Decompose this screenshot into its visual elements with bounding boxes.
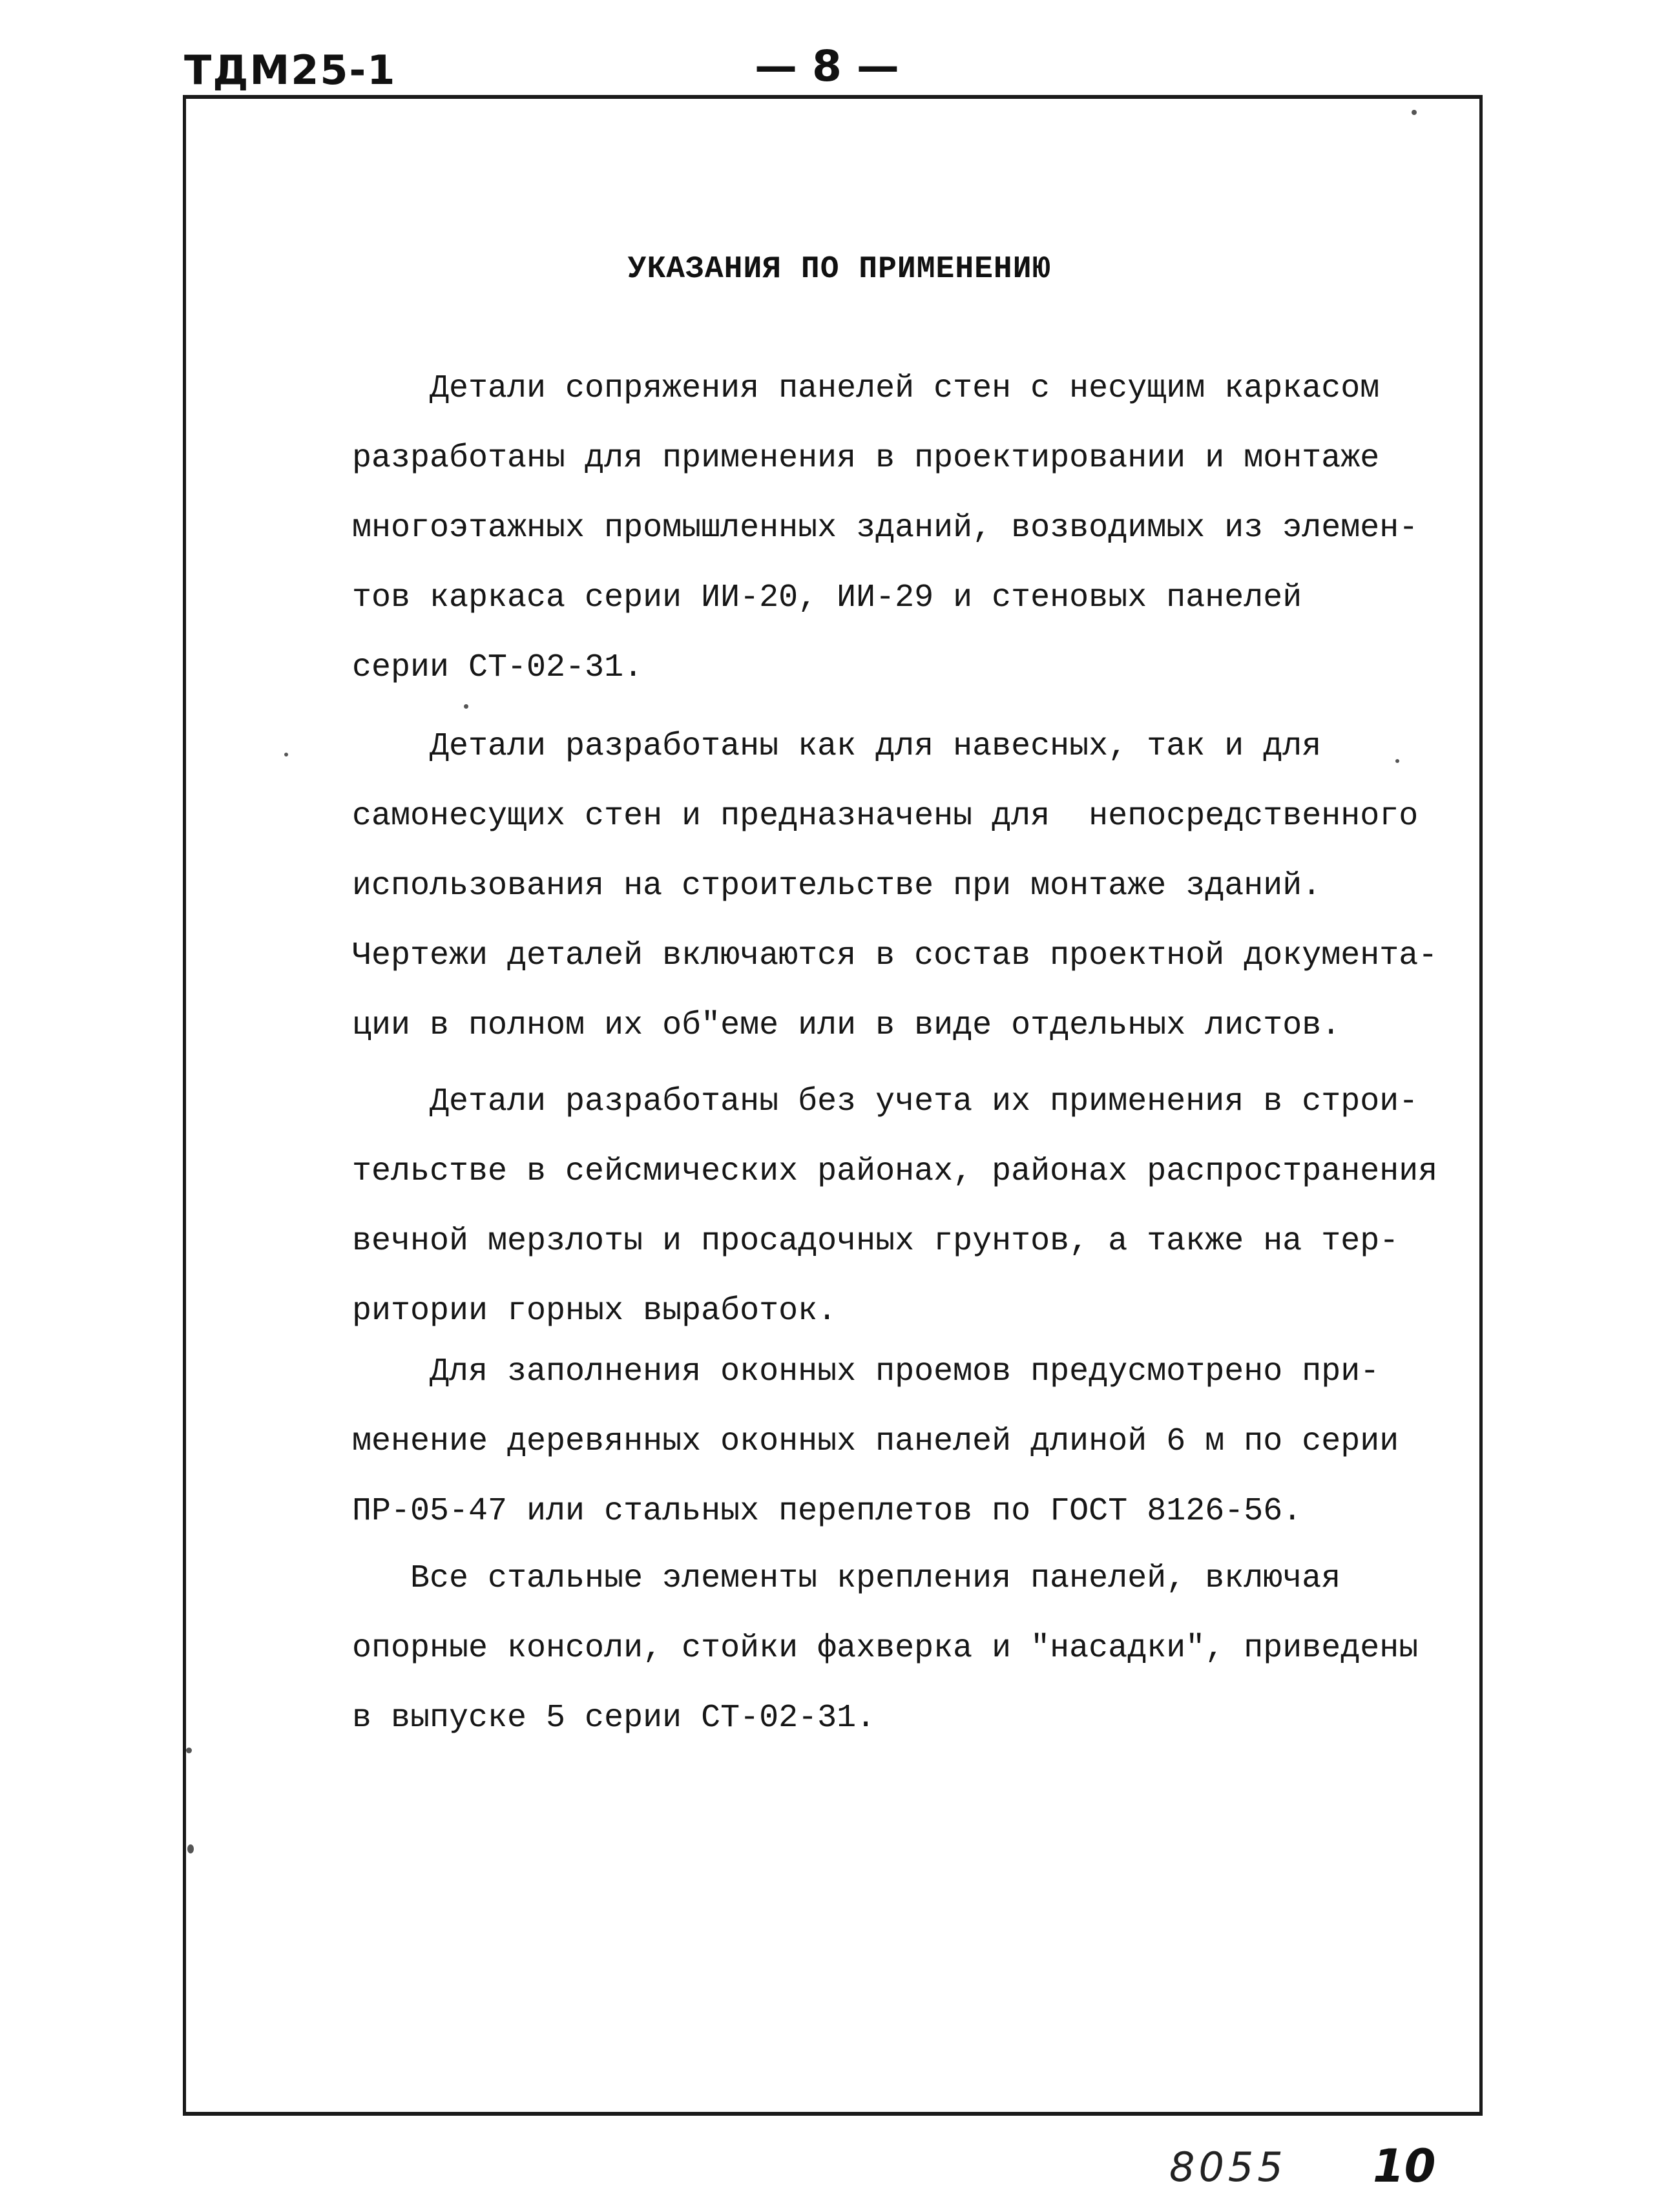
text-line: вечной мерзлоты и просадочных грунтов, а также на тер-	[352, 1223, 1399, 1260]
text-line: тельстве в сейсмических районах, районах распространения	[352, 1153, 1438, 1190]
text-line: ритории горных выработок.	[352, 1293, 837, 1330]
text-line: Для заполнения оконных проемов предусмотрено при-	[352, 1353, 1380, 1390]
paragraph-2	[352, 712, 1476, 1061]
text-line: Детали разработаны без учета их применения в строи-	[352, 1083, 1419, 1120]
text-line: разработаны для применения в проектировании и монтаже	[352, 440, 1380, 477]
text-line: тов каркаса серии ИИ-20, ИИ-29 и стеновых панелей	[352, 579, 1302, 616]
text-line: серии СТ-02-31.	[352, 649, 643, 686]
text-line: самонесущих стен и предназначены для непосредственного	[352, 798, 1419, 835]
scan-speck	[464, 704, 468, 709]
text-line: ции в полном их об"еме или в виде отдельных листов.	[352, 1007, 1341, 1044]
scan-speck	[1412, 110, 1417, 115]
text-line: менение деревянных оконных панелей длиной 6 м по серии	[352, 1423, 1399, 1460]
text-line: ПР-05-47 или стальных переплетов по ГОСТ 8126-56.	[352, 1493, 1302, 1530]
scan-speck	[284, 753, 288, 756]
text-line: в выпуске 5 серии СТ-02-31.	[352, 1700, 876, 1737]
paragraph-1	[352, 354, 1476, 703]
document-title: УКАЗАНИЯ ПО ПРИМЕНЕНИЮ	[627, 252, 1052, 287]
text-line: Детали сопряжения панелей стен с несущим каркасом	[352, 370, 1380, 407]
paragraph-5	[352, 1544, 1476, 1753]
scan-speck	[1395, 759, 1399, 763]
page-number: — 8 —	[755, 41, 899, 91]
sheet-number: 10	[1373, 2140, 1436, 2193]
paragraph-4	[352, 1337, 1476, 1547]
text-line: Детали разработаны как для навесных, так и для	[352, 728, 1322, 765]
document-code: ТДМ25-1	[184, 47, 397, 94]
text-line: Чертежи деталей включаются в состав проектной документа-	[352, 937, 1438, 974]
text-line: Все стальные элементы крепления панелей, включая	[352, 1560, 1341, 1597]
text-line: использования на строительстве при монтаже зданий.	[352, 868, 1322, 904]
scan-speck	[187, 1844, 194, 1853]
scan-speck	[186, 1748, 192, 1753]
text-line: многоэтажных промышленных зданий, возводимых из элемен-	[352, 510, 1419, 547]
archive-number: 8055	[1169, 2144, 1287, 2191]
text-line: опорные консоли, стойки фахверка и "насадки", приведены	[352, 1630, 1419, 1667]
paragraph-3	[352, 1067, 1476, 1346]
